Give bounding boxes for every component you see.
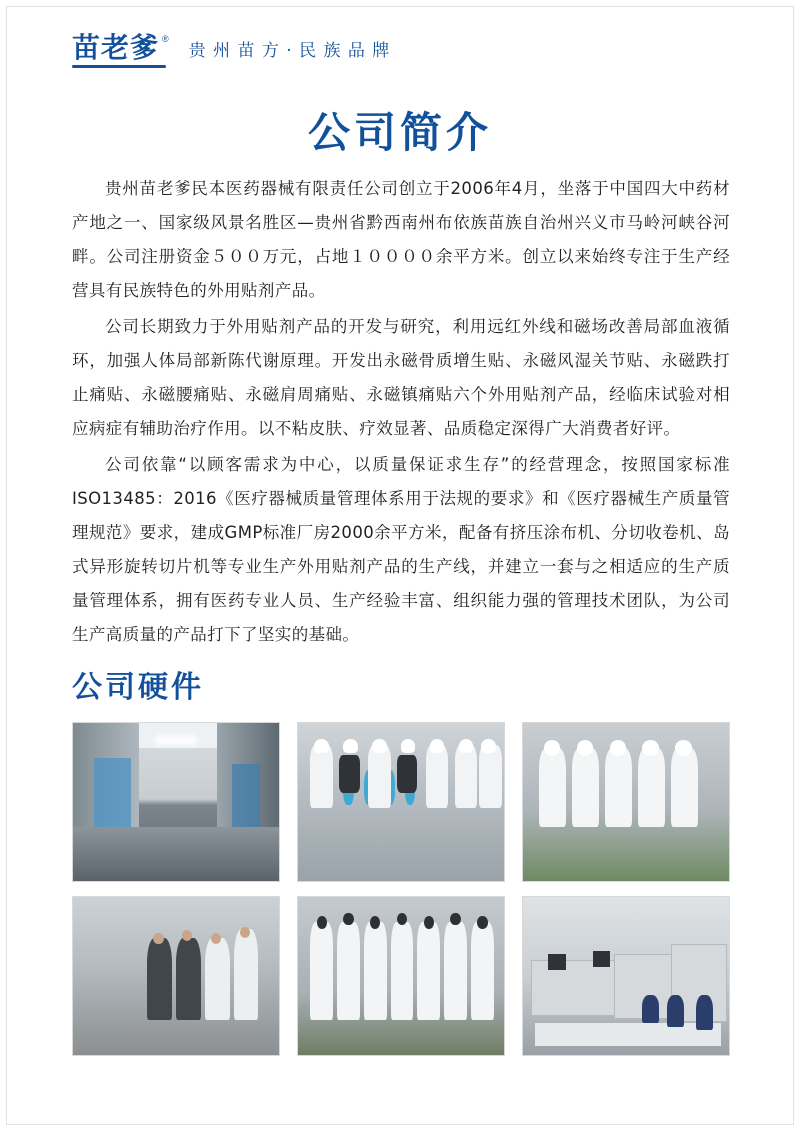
logo-underline bbox=[72, 65, 166, 68]
logo-text: 苗老爹 bbox=[72, 31, 160, 64]
company-profile-text bbox=[72, 172, 730, 654]
company-logo bbox=[72, 31, 169, 64]
photo-visitors-corridor bbox=[72, 896, 280, 1056]
photo-workers-bench bbox=[522, 722, 730, 882]
header-slogan: 贵 州 苗 方 · 民 族 品 牌 bbox=[188, 40, 391, 61]
photo-cleanroom-corridor bbox=[72, 722, 280, 882]
page-title: 公司简介 bbox=[307, 108, 492, 157]
section-title-hardware: 公司硬件 bbox=[72, 670, 204, 705]
page-header bbox=[72, 31, 391, 64]
photo-staff-group bbox=[297, 896, 505, 1056]
paragraph-2: 公司长期致力于外用贴剂产品的开发与研究，利用远红外线和磁场改善局部血液循环，加强人体局部新陈代谢原理。开发出永磁骨质增生贴、永磁风湿关节贴、永磁跌打止痛贴、永磁腰痛贴、永磁肩周痛贴、永磁镇痛贴六个外用贴剂产品，经临床试验对相应病症有辅助治疗作用。以不粘皮肤、疗效显著、品质稳定深得广大消费者好评。 bbox=[72, 316, 730, 438]
photo-office-cubicles bbox=[522, 896, 730, 1056]
photo-production-line bbox=[297, 722, 505, 882]
paragraph-3: 公司依靠“以顾客需求为中心，以质量保证求生存”的经营理念，按照国家标准ISO13485：2016《医疗器械质量管理体系用于法规的要求》和《医疗器械生产质量管理规范》要求，建成GMP标准厂房2000余平方米，配备有挤压涂布机、分切收卷机、岛式异形旋转切片机等专业生产外用贴剂产品的生产线，并建立一套与之相适应的生产质量管理体系，拥有医药专业人员、生产经验丰富、组织能力强的管理技术团队，为公司生产高质量的产品打下了坚实的基础。 bbox=[72, 454, 730, 644]
facility-photo-gallery bbox=[72, 722, 730, 1056]
paragraph-1: 贵州苗老爹民本医药器械有限责任公司创立于2006年4月，坐落于中国四大中药材产地之一、国家级风景名胜区—贵州省黔西南州布依族苗族自治州兴义市马岭河峡谷河畔。公司注册资金５００万元，占地１００００余平方米。创立以来始终专注于生产经营具有民族特色的外用贴剂产品。 bbox=[72, 179, 730, 300]
registered-trademark-icon: ® bbox=[162, 34, 169, 44]
